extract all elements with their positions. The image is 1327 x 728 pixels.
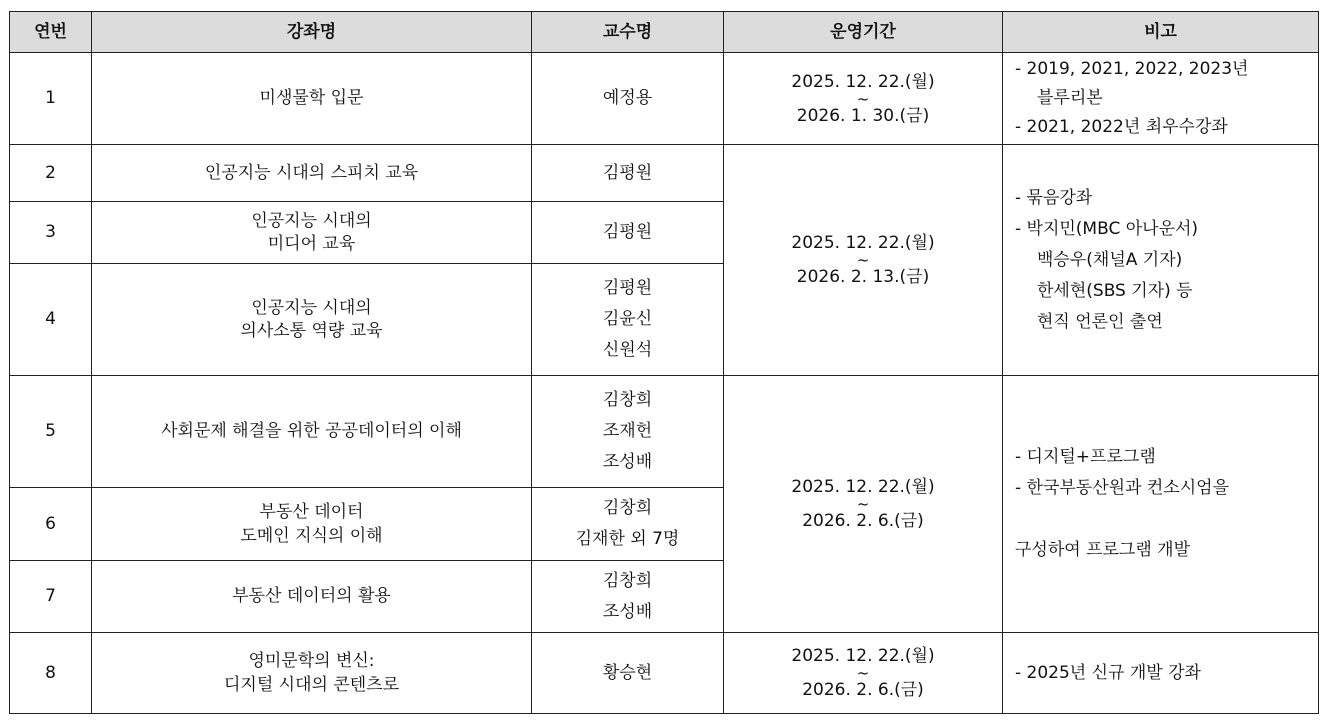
course-name-line: 인공지능 시대의 xyxy=(251,297,372,318)
professor-name: 조성배 xyxy=(602,452,653,472)
course-name xyxy=(92,53,532,145)
professor-names xyxy=(532,376,724,488)
row-number: 8 xyxy=(10,633,92,714)
course-name-line: 영미문학의 변신: xyxy=(248,651,375,671)
table-row xyxy=(10,633,1319,714)
course-name xyxy=(92,561,532,633)
professor-names xyxy=(532,264,724,376)
course-name xyxy=(92,488,532,561)
professor-name: 황승현 xyxy=(602,662,653,683)
professor-name: 예정용 xyxy=(602,88,653,108)
period-end: 2026. 2. 6.(금) xyxy=(802,511,924,531)
note-cell xyxy=(1003,633,1319,714)
operation-period xyxy=(724,633,1003,714)
period-tilde: ~ xyxy=(856,89,870,108)
row-number: 7 xyxy=(10,561,92,633)
professor-name: 김평원 xyxy=(602,278,653,298)
course-name-line: 도메인 지식의 이해 xyxy=(240,526,383,546)
course-name-line: 부동산 데이터의 활용 xyxy=(232,586,391,606)
course-name-line: 인공지능 시대의 xyxy=(251,210,372,231)
course-name xyxy=(92,633,532,714)
note-line: 백승우(채널A 기자) xyxy=(1037,249,1183,270)
note-line: 구성하여 프로그램 개발 xyxy=(1015,540,1191,560)
header-row xyxy=(10,12,1319,53)
note-cell xyxy=(1003,53,1319,145)
course-name xyxy=(92,145,532,202)
header-professor: 교수명 xyxy=(532,12,724,53)
note-cell xyxy=(1003,376,1319,633)
period-start: 2025. 12. 22.(월) xyxy=(791,646,935,666)
professor-name: 조재헌 xyxy=(602,421,653,441)
course-name xyxy=(92,202,532,264)
header-note: 비고 xyxy=(1003,12,1319,53)
row-number: 2 xyxy=(10,145,92,202)
professor-name: 신원석 xyxy=(602,340,653,360)
note-spacer xyxy=(1015,504,1318,535)
operation-period xyxy=(724,53,1003,145)
professor-name: 조성배 xyxy=(602,601,653,622)
table-row xyxy=(10,376,1319,488)
operation-period xyxy=(724,376,1003,633)
note-line: - 2019, 2021, 2022, 2023년 xyxy=(1015,59,1249,79)
course-name xyxy=(92,376,532,488)
note-line: - 묶음강좌 xyxy=(1015,187,1093,208)
period-start: 2025. 12. 22.(월) xyxy=(791,477,935,497)
course-name-line: 부동산 데이터 xyxy=(259,502,364,522)
row-number: 6 xyxy=(10,488,92,561)
period-start: 2025. 12. 22.(월) xyxy=(791,233,935,253)
period-tilde: ~ xyxy=(856,664,870,682)
header-course: 강좌명 xyxy=(92,12,532,53)
professor-name: 김윤신 xyxy=(602,309,653,329)
period-tilde: ~ xyxy=(856,251,870,269)
row-number: 5 xyxy=(10,376,92,488)
professor-name: 김창희 xyxy=(602,390,653,410)
course-name-line: 사회문제 해결을 위한 공공데이터의 이해 xyxy=(161,421,462,441)
professor-names xyxy=(532,561,724,633)
row-number: 4 xyxy=(10,264,92,376)
course-name-line: 의사소통 역량 교육 xyxy=(240,320,383,341)
professor-name: 김평원 xyxy=(602,222,653,242)
note-line: - 한국부동산원과 컨소시엄을 xyxy=(1015,478,1230,498)
table-row xyxy=(10,53,1319,145)
course-name-line: 인공지능 시대의 스피치 교육 xyxy=(204,162,419,183)
note-cell xyxy=(1003,145,1319,376)
professor-names xyxy=(532,145,724,202)
table-row xyxy=(10,145,1319,202)
note-line: 한세현(SBS 기자) 등 xyxy=(1037,280,1193,301)
professor-names xyxy=(532,202,724,264)
header-no: 연번 xyxy=(10,12,92,53)
professor-name: 김평원 xyxy=(602,162,653,183)
course-name-line: 미디어 교육 xyxy=(267,233,356,254)
note-line: - 2025년 신규 개발 강좌 xyxy=(1015,662,1201,683)
professor-name: 김창희 xyxy=(602,570,653,591)
course-name-line: 미생물학 입문 xyxy=(259,88,364,108)
note-line: - 박지민(MBC 아나운서) xyxy=(1015,218,1199,239)
course-name-line: 디지털 시대의 콘텐츠로 xyxy=(223,675,400,695)
period-start: 2025. 12. 22.(월) xyxy=(791,71,935,92)
row-number: 3 xyxy=(10,202,92,264)
row-number: 1 xyxy=(10,53,92,145)
operation-period xyxy=(724,145,1003,376)
professor-names xyxy=(532,53,724,145)
period-tilde: ~ xyxy=(856,495,870,513)
professor-names xyxy=(532,633,724,714)
course-table xyxy=(9,11,1319,714)
note-line: 블루리본 xyxy=(1037,88,1103,108)
course-name xyxy=(92,264,532,376)
note-line: - 디지털+프로그램 xyxy=(1015,447,1156,467)
professor-name: 김창희 xyxy=(602,498,653,518)
note-line: 현직 언론인 출연 xyxy=(1037,311,1163,332)
professor-name: 김재한 외 7명 xyxy=(575,529,680,549)
note-line: - 2021, 2022년 최우수강좌 xyxy=(1015,117,1228,137)
period-end: 2026. 2. 13.(금) xyxy=(796,267,930,287)
period-end: 2026. 1. 30.(금) xyxy=(796,105,930,126)
period-end: 2026. 2. 6.(금) xyxy=(802,680,924,700)
header-period: 운영기간 xyxy=(724,12,1003,53)
professor-names xyxy=(532,488,724,561)
